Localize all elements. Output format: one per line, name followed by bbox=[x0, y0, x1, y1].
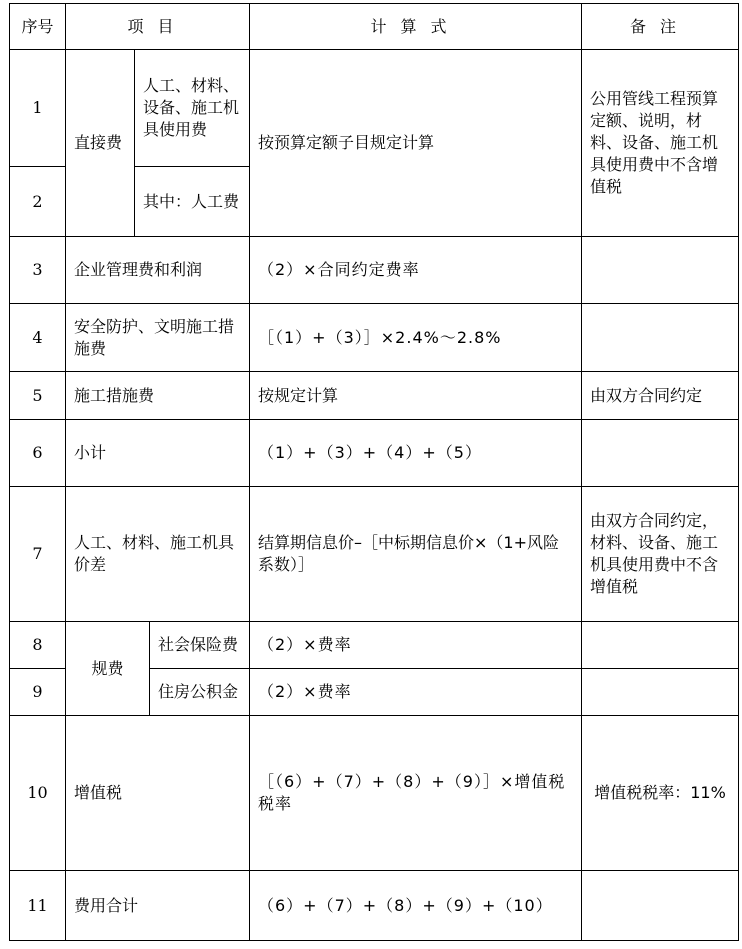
table-row bbox=[10, 487, 739, 622]
row-note: 增值税税率：11% bbox=[582, 716, 739, 871]
header-formula: 计算式 bbox=[250, 4, 582, 50]
table-row bbox=[10, 871, 739, 941]
row-number: 5 bbox=[10, 372, 66, 420]
row-item: 施工措施费 bbox=[66, 372, 250, 420]
row-item: 小计 bbox=[66, 420, 250, 487]
row-group: 直接费 bbox=[66, 50, 135, 237]
row-item: 费用合计 bbox=[66, 871, 250, 941]
table-row bbox=[10, 372, 739, 420]
row-note: 由双方合同约定，材料、设备、施工机具使用费中不含增值税 bbox=[582, 487, 739, 622]
header-item: 项目 bbox=[66, 4, 250, 50]
row-formula: （2）×合同约定费率 bbox=[250, 237, 582, 304]
row-number: 3 bbox=[10, 237, 66, 304]
row-number: 11 bbox=[10, 871, 66, 941]
row-formula: （1）+（3）+（4）+（5） bbox=[250, 420, 582, 487]
row-formula: 按预算定额子目规定计算 bbox=[250, 50, 582, 237]
row-number: 7 bbox=[10, 487, 66, 622]
row-note bbox=[582, 304, 739, 372]
row-note bbox=[582, 871, 739, 941]
table-row bbox=[10, 716, 739, 871]
row-number: 4 bbox=[10, 304, 66, 372]
header-row bbox=[10, 4, 739, 50]
table-row bbox=[10, 50, 739, 167]
row-note bbox=[582, 237, 739, 304]
row-formula: 按规定计算 bbox=[250, 372, 582, 420]
row-note: 由双方合同约定 bbox=[582, 372, 739, 420]
row-number: 10 bbox=[10, 716, 66, 871]
row-note: 公用管线工程预算定额、说明，材料、设备、施工机具使用费中不含增值税 bbox=[582, 50, 739, 237]
row-item: 安全防护、文明施工措施费 bbox=[66, 304, 250, 372]
row-item: 人工、材料、施工机具价差 bbox=[66, 487, 250, 622]
row-subitem: 人工、材料、设备、施工机具使用费 bbox=[135, 50, 250, 167]
table-row bbox=[10, 304, 739, 372]
fee-table bbox=[9, 3, 739, 941]
row-formula: （2）×费率 bbox=[250, 669, 582, 716]
row-subitem: 住房公积金 bbox=[150, 669, 250, 716]
row-number: 2 bbox=[10, 167, 66, 237]
row-item: 企业管理费和利润 bbox=[66, 237, 250, 304]
row-number: 1 bbox=[10, 50, 66, 167]
header-seq: 序号 bbox=[10, 4, 66, 50]
row-note bbox=[582, 622, 739, 669]
row-formula: （6）+（7）+（8）+（9）+（10） bbox=[250, 871, 582, 941]
row-formula: 结算期信息价–［中标期信息价×（1+风险系数）］ bbox=[250, 487, 582, 622]
table-row bbox=[10, 420, 739, 487]
header-note: 备注 bbox=[582, 4, 739, 50]
row-number: 9 bbox=[10, 669, 66, 716]
table-row bbox=[10, 622, 739, 669]
row-note bbox=[582, 420, 739, 487]
row-number: 6 bbox=[10, 420, 66, 487]
row-group: 规费 bbox=[66, 622, 150, 716]
row-formula: ［（6）+（7）+（8）+（9）］×增值税税率 bbox=[250, 716, 582, 871]
row-subitem: 社会保险费 bbox=[150, 622, 250, 669]
row-number: 8 bbox=[10, 622, 66, 669]
row-formula: （2）×费率 bbox=[250, 622, 582, 669]
row-note bbox=[582, 669, 739, 716]
row-subitem: 其中：人工费 bbox=[135, 167, 250, 237]
row-item: 增值税 bbox=[66, 716, 250, 871]
table-row bbox=[10, 237, 739, 304]
row-formula: ［（1）+（3）］×2.4%～2.8% bbox=[250, 304, 582, 372]
